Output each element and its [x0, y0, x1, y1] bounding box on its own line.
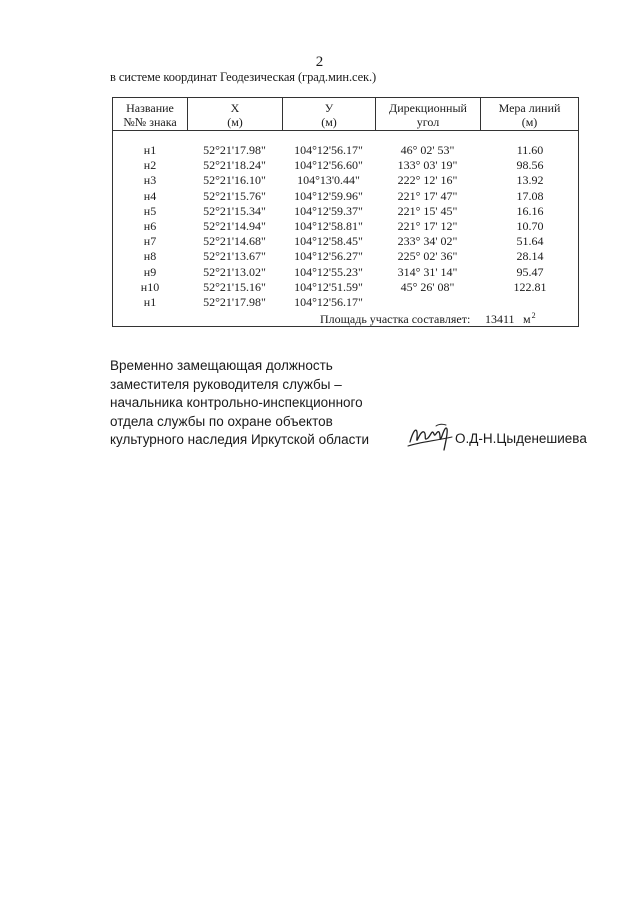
table-header [113, 98, 578, 131]
signer-title-line: отдела службы по охране объектов [110, 413, 333, 429]
area-label: Площадь участка составляет: [320, 312, 471, 326]
cell-x: 52°21'18.24" [203, 158, 266, 173]
header-y-line1: У [324, 101, 334, 115]
table-row [113, 295, 578, 310]
header-name-line2: №№ знака [123, 115, 177, 129]
signer-title [110, 357, 369, 450]
header-x [187, 98, 282, 130]
cell-y: 104°12'59.96" [294, 188, 363, 203]
cell-name: н10 [140, 279, 160, 294]
signer-title-line: заместителя руководителя службы – [110, 376, 342, 392]
cell-y: 104°13'0.44" [297, 173, 360, 188]
cell-angle: 133° 03' 19" [397, 158, 458, 173]
area-unit-base: м [523, 312, 531, 326]
cell-name: н6 [143, 218, 157, 233]
table-row [113, 173, 578, 188]
cell-y: 104°12'51.59" [294, 279, 363, 294]
cell-x: 52°21'15.16" [203, 279, 266, 294]
signer-title-line: Временно замещающая должность [110, 358, 333, 373]
cell-name: н7 [143, 234, 157, 249]
cell-name: н4 [143, 188, 157, 203]
signer-title-line: культурного наследия Иркутской области [110, 432, 370, 448]
handwritten-signature [406, 420, 454, 452]
cell-x: 52°21'14.94" [203, 218, 266, 233]
cell-length: 51.64 [516, 234, 544, 249]
cell-angle: 221° 17' 12" [397, 218, 458, 233]
cell-angle: 221° 15' 45" [397, 203, 458, 218]
area-unit-superscript: 2 [531, 311, 536, 320]
coordinate-system-note: в системе координат Геодезическая (град.мин.сек.) [110, 70, 377, 84]
table-row [113, 234, 578, 249]
cell-name: н9 [143, 264, 157, 279]
cell-name: н1 [143, 294, 157, 309]
table-row [113, 158, 578, 173]
cell-x: 52°21'17.98" [203, 143, 266, 157]
header-x-line1: X [230, 101, 240, 115]
table-row [113, 204, 578, 219]
header-x-line2: (м) [227, 115, 243, 129]
signer-name: О.Д-Н.Цыденешиева [455, 431, 587, 446]
table-row [113, 280, 578, 295]
cell-length: 13.92 [516, 173, 544, 188]
cell-y: 104°12'55.23" [294, 264, 363, 279]
header-name-line1: Название [126, 101, 174, 115]
cell-angle: 314° 31' 14" [397, 264, 458, 279]
cell-y: 104°12'56.27" [294, 249, 363, 264]
cell-x: 52°21'17.98" [203, 294, 266, 309]
cell-angle: 45° 26' 08" [400, 279, 455, 294]
header-angle-line1: Дирекционный [389, 101, 467, 115]
cell-length: 98.56 [516, 158, 544, 173]
table-row [113, 265, 578, 280]
header-angle-line2: угол [416, 115, 440, 129]
cell-angle: 222° 12' 16" [397, 173, 458, 188]
cell-angle: 225° 02' 36" [397, 249, 458, 264]
cell-name: н2 [143, 158, 157, 173]
cell-x: 52°21'14.68" [203, 234, 266, 249]
cell-y: 104°12'56.17" [294, 143, 363, 157]
cell-length: 122.81 [513, 279, 547, 294]
table-row [113, 189, 578, 204]
cell-angle: 46° 02' 53" [400, 143, 455, 157]
cell-x: 52°21'16.10" [203, 173, 266, 188]
cell-name: н1 [143, 143, 157, 157]
cell-length: 28.14 [516, 249, 544, 264]
cell-angle: 221° 17' 47" [397, 188, 458, 203]
table-row [113, 219, 578, 234]
cell-name: н5 [143, 203, 157, 218]
header-length [480, 98, 578, 130]
header-y-line2: (м) [321, 115, 337, 129]
cell-y: 104°12'56.60" [294, 158, 363, 173]
cell-y: 104°12'58.45" [294, 234, 363, 249]
cell-x: 52°21'13.02" [203, 264, 266, 279]
cell-name: н3 [143, 173, 157, 188]
cell-length: 16.16 [516, 203, 544, 218]
header-y [282, 98, 375, 130]
cell-y: 104°12'58.81" [294, 218, 363, 233]
coordinates-table [112, 97, 579, 327]
cell-x: 52°21'13.67" [203, 249, 266, 264]
cell-name: н8 [143, 249, 157, 264]
area-value: 13411 [485, 312, 515, 326]
cell-x: 52°21'15.34" [203, 203, 266, 218]
cell-length: 95.47 [516, 264, 544, 279]
header-length-line1: Мера линий [498, 101, 561, 115]
cell-angle: 233° 34' 02" [397, 234, 458, 249]
cell-length: 10.70 [516, 218, 544, 233]
cell-y: 104°12'56.17" [294, 294, 363, 309]
cell-y: 104°12'59.37" [294, 203, 363, 218]
page-number: 2 [315, 54, 324, 70]
header-angle [375, 98, 480, 130]
header-length-line2: (м) [521, 115, 538, 129]
area-unit [523, 312, 536, 327]
table-row [113, 143, 578, 158]
cell-length: 11.60 [516, 143, 544, 157]
header-name [113, 98, 187, 130]
cell-length: 17.08 [516, 188, 544, 203]
table-body [113, 143, 578, 310]
signer-title-line: начальника контрольно-инспекционного [110, 395, 363, 411]
cell-x: 52°21'15.76" [203, 188, 266, 203]
table-row [113, 249, 578, 264]
